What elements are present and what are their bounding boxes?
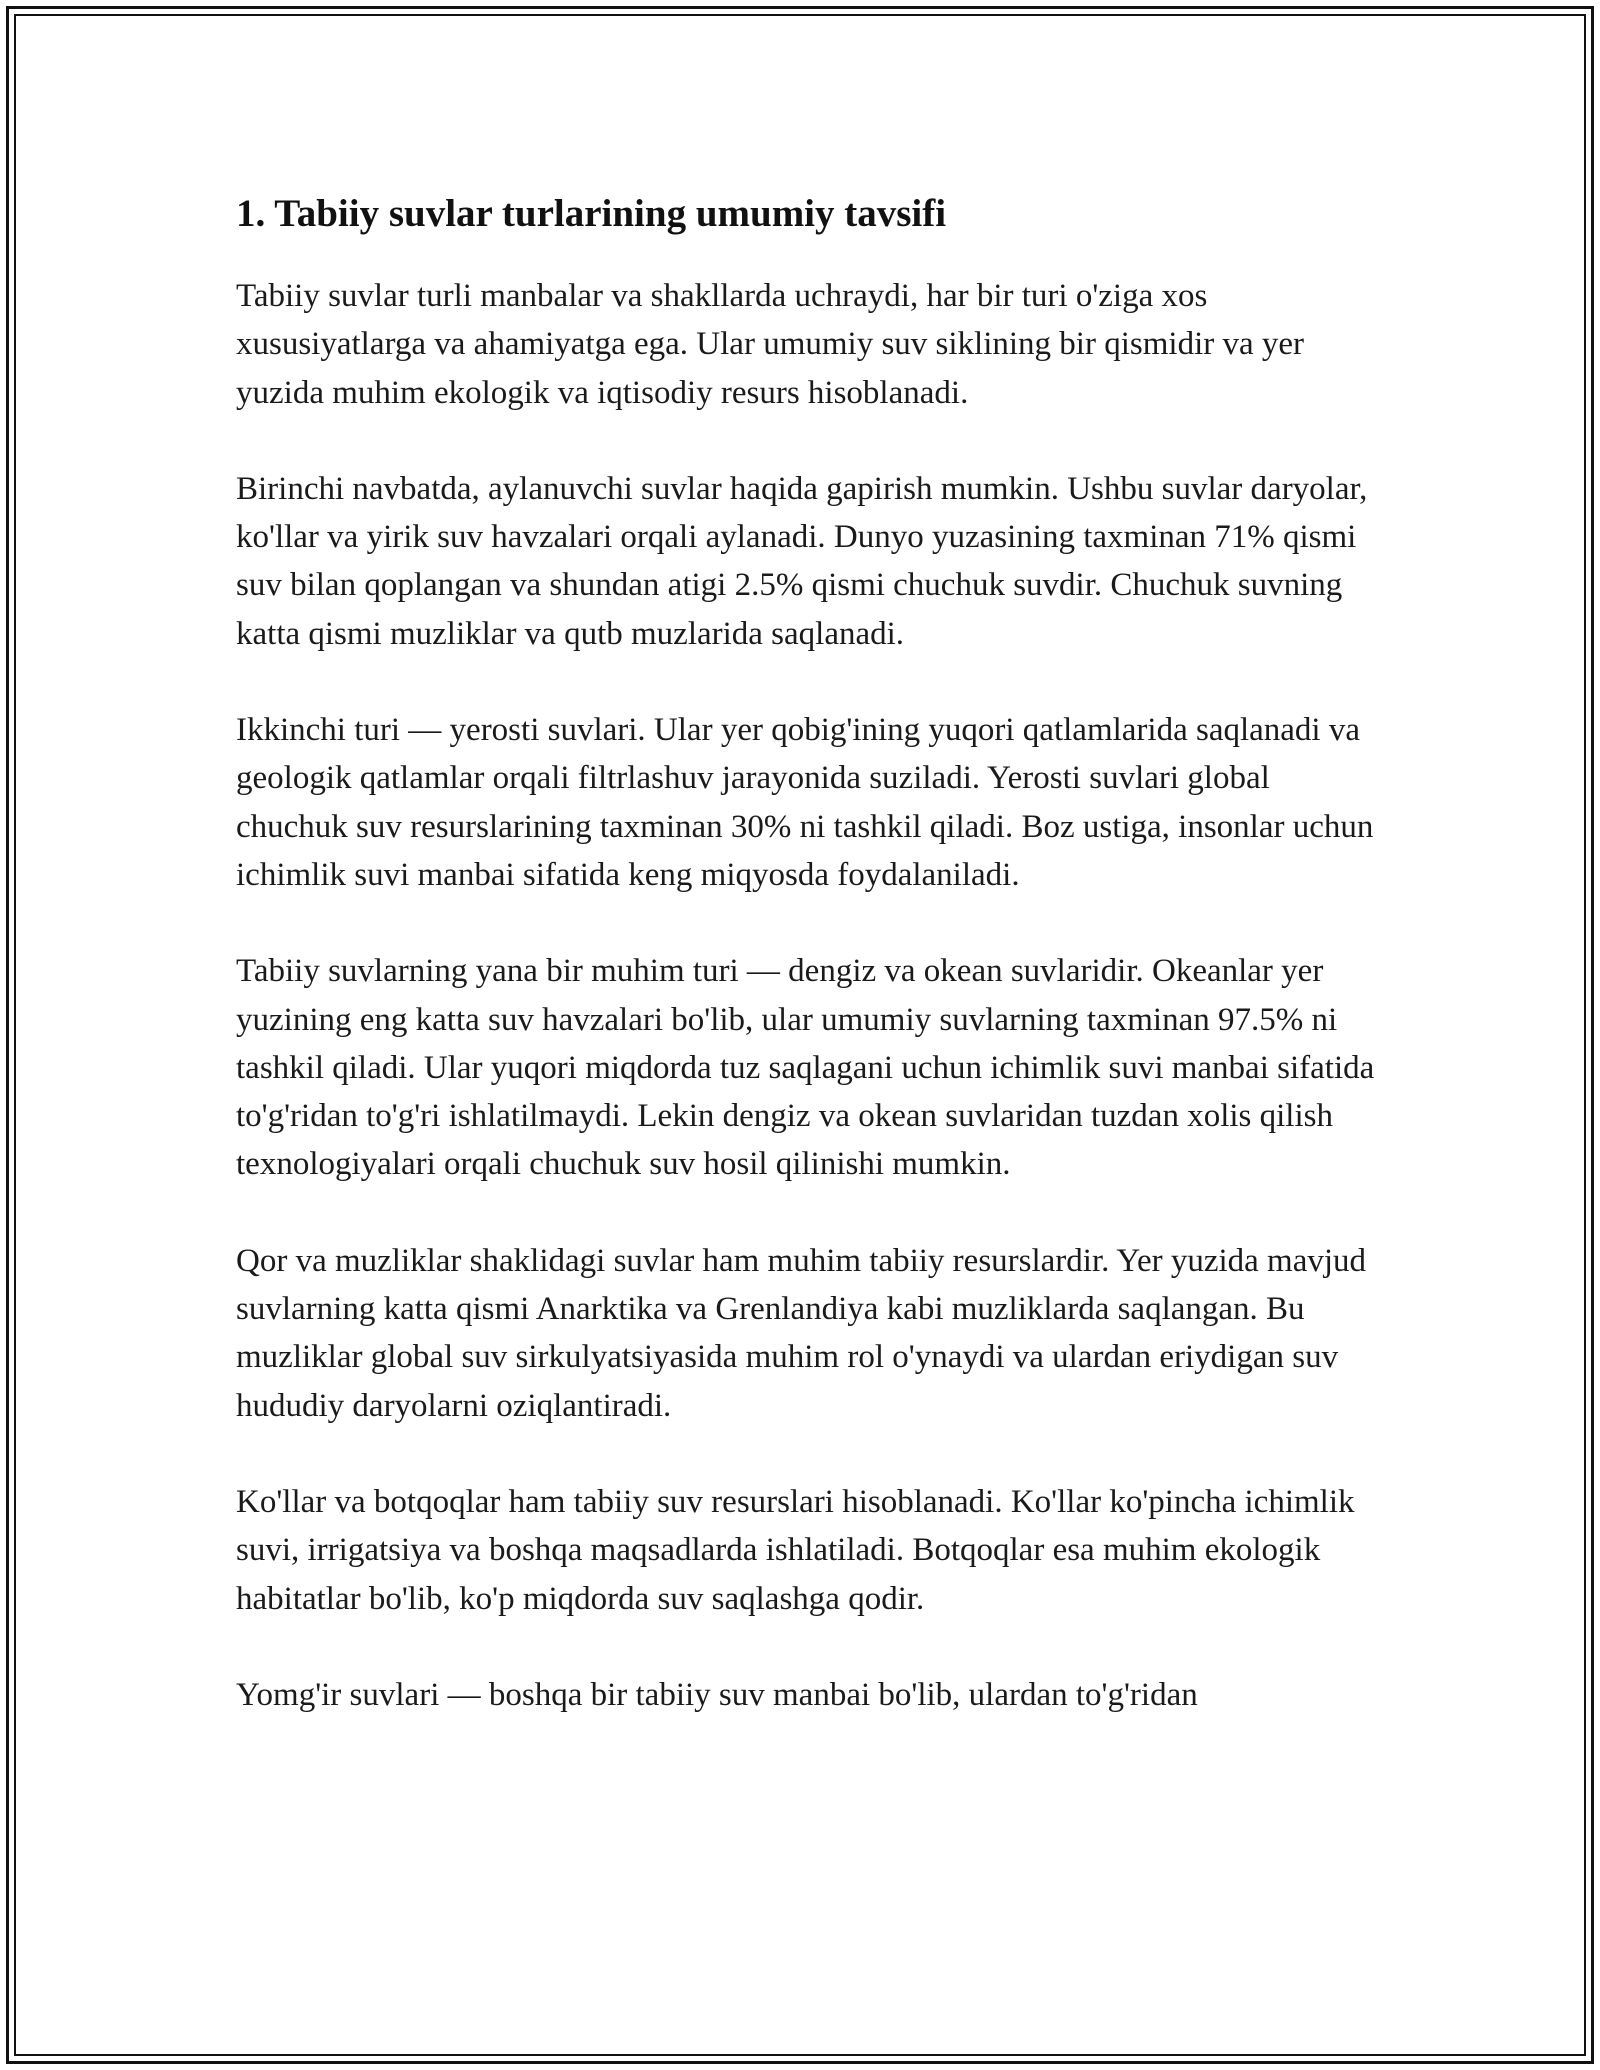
paragraph-circulating-waters: Birinchi navbatda, aylanuvchi suvlar haqida gapirish mumkin. Ushbu suvlar daryolar, ko'llar va yirik suv havzalari orqali aylanadi. Dunyo yuzasining taxminan 71% qismi suv bilan qoplangan va shundan atigi 2.5% qismi chuchuk suvdir. Chuchuk suvning katta qismi muzliklar va qutb muzlarida saqlanadi.: [236, 470, 1368, 652]
paragraph-rainwater: Yomg'ir suvlari — boshqa bir tabiiy suv manbai bo'lib, ulardan to'g'ridan: [236, 1676, 1198, 1713]
paragraph-lakes-swamps: Ko'llar va botqoqlar ham tabiiy suv resurslari hisoblanadi. Ko'llar ko'pincha ichimlik suvi, irrigatsiya va boshqa maqsadlarda ishlatiladi. Botqoqlar esa muhim ekologik habitatlar bo'lib, ko'p miqdorda suv saqlashga qodir.: [236, 1483, 1355, 1617]
section-heading: 1. Tabiiy suvlar turlarining umumiy tavsifi: [236, 192, 947, 235]
paragraph-intro: Tabiiy suvlar turli manbalar va shakllarda uchraydi, har bir turi o'ziga xos xususiyatlarga va ahamiyatga ega. Ular umumiy suv siklining bir qismidir va yer yuzida muhim ekologik va iqtisodiy resurs hisoblanadi.: [236, 278, 1305, 411]
document-body: [236, 184, 1386, 1767]
paragraph-snow-glaciers: Qor va muzliklar shaklidagi suvlar ham muhim tabiiy resurslardir. Yer yuzida mavjud suvlarning katta qismi Anarktika va Grenlandiya kabi muzliklarda saqlangan. Bu muzliklar global suv sirkulyatsiyasida muhim rol o'ynaydi va ulardan eriydigan suv hududiy daryolarni oziqlantiradi.: [236, 1242, 1367, 1424]
paragraph-sea-ocean-waters: Tabiiy suvlarning yana bir muhim turi — dengiz va okean suvlaridir. Okeanlar yer yuzining eng katta suv havzalari bo'lib, ular umumiy suvlarning taxminan 97.5% ni tashkil qiladi. Ular yuqori miqdorda tuz saqlagani uchun ichimlik suvi manbai sifatida to'g'ridan to'g'ri ishlatilmaydi. Lekin dengiz va okean suvlaridan tuzdan xolis qilish texnologiyalari orqali chuchuk suv hosil qilinishi mumkin.: [236, 953, 1375, 1183]
paragraph-groundwater: Ikkinchi turi — yerosti suvlari. Ular yer qobig'ining yuqori qatlamlarida saqlanadi va geologik qatlamlar orqali filtrlashuv jarayonida suziladi. Yerosti suvlari global chuchuk suv resurslarining taxminan 30% ni tashkil qiladi. Boz ustiga, insonlar uchun ichimlik suvi manbai sifatida keng miqyosda foydalaniladi.: [236, 712, 1374, 893]
